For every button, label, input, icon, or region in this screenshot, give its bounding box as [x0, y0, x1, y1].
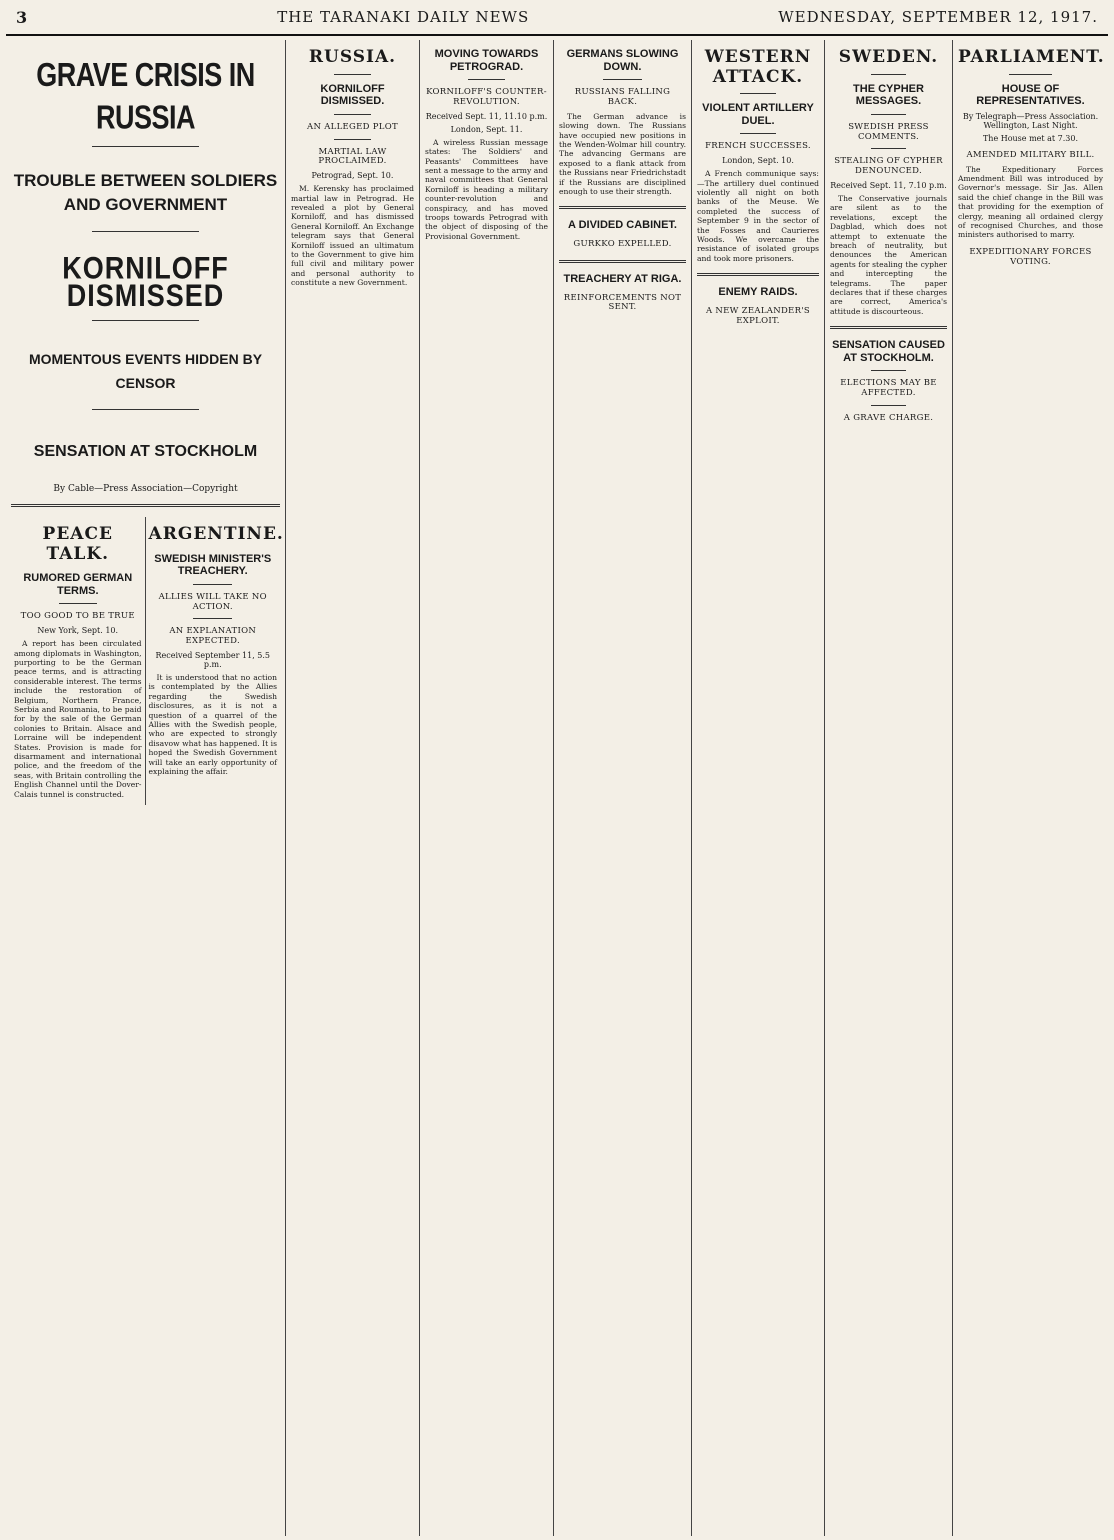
sweden-body: The Conservative journals are silent as to the revelations, except the Dagblad, which does not attempt to extenuate the breach of neutrality, but denounces the American agents for stealing the cypher and intercepting the telegrams. The paper declares that if these charges are correct, America's attitude is discourteous.	[830, 193, 947, 316]
argentine-heading: ARGENTINE.	[148, 524, 284, 544]
gurko-subheading: GURKKO EXPELLED.	[573, 239, 672, 250]
lead-column	[6, 40, 286, 1536]
parliament-subheading: HOUSE OF REPRESENTATIVES.	[976, 82, 1085, 108]
argentine-body: It is understood that no action is contemplated by the Allies regarding the Swedish disclosures, as it is not a question of a quarrel of the Allies with the Swedish people, who are expected to strongly disavow what has happened. It is hoped the Swedish Government will take an early opportunity of explaining the affair.	[148, 672, 277, 776]
moving-received: Received Sept. 11, 11.10 p.m.	[425, 111, 548, 121]
moving-dateline: London, Sept. 11.	[450, 124, 523, 134]
divided-cabinet-heading: A DIVIDED CABINET.	[568, 219, 677, 232]
lead-byline: By Cable—Press Association—Copyright	[53, 484, 238, 494]
russia-column	[286, 40, 420, 1536]
argentine-subheading-3: AN EXPLANATION EXPECTED.	[169, 626, 257, 647]
russia-subheading-3: MARTIAL LAW PROCLAIMED.	[318, 146, 387, 167]
peace-dateline: New York, Sept. 10.	[37, 626, 119, 636]
elections-subheading: ELECTIONS MAY BE AFFECTED.	[840, 378, 937, 399]
masthead-title: THE TARANAKI DAILY NEWS	[277, 8, 530, 26]
germans-column	[554, 40, 692, 1536]
sweden-heading: SWEDEN.	[838, 47, 939, 67]
parliament-body: The Expeditionary Forces Amendment Bill was introduced by Governor's message. Sir Jas. Allen said the chief change in the Bill was that providing for the exemption of clergy, meaning all ordained clergy of recognised Churches, and those ministers authorised to marry.	[958, 164, 1103, 240]
germans-body: The German advance is slowing down. The Russians have occupied new positions in the Wenden-Wolmar hill country. The advancing Germans are exposed to a flank attack from the Russians near Friedrichstadt if the Russians are disciplined enough to use their strength.	[559, 111, 686, 197]
masthead-date: WEDNESDAY, SEPTEMBER 12, 1917.	[778, 8, 1098, 26]
russia-dateline: Petrograd, Sept. 10.	[311, 171, 394, 181]
sweden-subheading-3: STEALING OF CYPHER DENOUNCED.	[834, 156, 943, 177]
treachery-heading: TREACHERY AT RIGA.	[563, 272, 682, 285]
moving-subheading: KORNILOFF'S COUNTER-REVOLUTION.	[426, 87, 547, 108]
russia-body: M. Kerensky has proclaimed martial law in Petrograd. He revealed a plot by General Korniloff, and has dismissed General Korniloff. An Exchange telegram says that General Korniloff issued an ultimatum to the Government to give him full civil and military power and personal authority to constitute a new Government.	[291, 184, 414, 288]
sweden-column	[825, 40, 953, 1536]
stockholm-heading: SENSATION CAUSED AT STOCKHOLM.	[832, 339, 945, 364]
peace-body: A report has been circulated among diplomats in Washington, purporting to be the German peace terms, and is attracting considerable interest. The terms include the restoration of Belgium, Northern France, Serbia and Roumania, to be paid for by the sale of the German colonies to Britain. Alsace and Lorraine will be independent States. Provision is made for disarmament and international police, and the freedom of the seas, with Britain controlling the English Channel until the Dover-Calais tunnel is constructed.	[14, 639, 142, 799]
voting-subheading: EXPEDITIONARY FORCES VOTING.	[969, 246, 1092, 267]
lead-deck-stockholm: SENSATION AT STOCKHOLM	[33, 443, 258, 460]
western-body: A French communique says:—The artillery duel continued violently all night on both banks of the Meuse. We completed the success of September 9 in the sector of the Fosses and Caurieres Woods. We overcame the resistance of isolated groups and took more prisoners.	[697, 169, 819, 263]
sweden-received: Received Sept. 11, 7.10 p.m.	[830, 180, 947, 190]
parliament-sat: The House met at 7.30.	[982, 133, 1079, 143]
western-subheading: VIOLENT ARTILLERY DUEL.	[702, 102, 814, 127]
parliament-heading: PARLIAMENT.	[958, 47, 1105, 67]
peace-talk-article	[11, 517, 146, 805]
argentine-received: Received September 11, 5.5 p.m.	[155, 650, 271, 669]
argentine-article	[146, 517, 284, 805]
western-column	[692, 40, 825, 1536]
western-heading: WESTERN ATTACK.	[704, 47, 812, 87]
masthead	[6, 0, 1108, 36]
moving-column	[420, 40, 554, 1536]
argentine-subheading-2: ALLIES WILL TAKE NO ACTION.	[158, 591, 267, 612]
peace-subheading: RUMORED GERMAN TERMS.	[23, 572, 133, 597]
sweden-subheading-2: SWEDISH PRESS COMMENTS.	[848, 121, 929, 142]
lead-deck-trouble: TROUBLE BETWEEN SOLDIERS AND GOVERNMENT	[13, 171, 278, 214]
reinforcements-subheading: REINFORCEMENTS NOT SENT.	[563, 292, 682, 313]
parliament-byline: By Telegraph—Press Association. Wellington, Last Night.	[962, 111, 1099, 130]
peace-heading: PEACE TALK.	[42, 524, 113, 564]
grave-charge-subheading: A GRAVE CHARGE.	[843, 412, 934, 423]
parliament-column	[953, 40, 1108, 1536]
lead-deck-censor: MOMENTOUS EVENTS HIDDEN BY CENSOR	[28, 351, 263, 391]
argentine-subheading: SWEDISH MINISTER'S TREACHERY.	[154, 552, 272, 578]
masthead-page: 3	[16, 7, 29, 27]
western-dateline: London, Sept. 10.	[722, 156, 794, 166]
germans-subheading: RUSSIANS FALLING BACK.	[574, 87, 671, 108]
russia-subheading: KORNILOFF DISMISSED.	[320, 82, 385, 108]
peace-subheading-2: TOO GOOD TO BE TRUE	[20, 611, 135, 622]
enemy-raids-heading: ENEMY RAIDS.	[718, 286, 798, 299]
moving-heading: MOVING TOWARDS PETROGRAD.	[434, 48, 539, 73]
western-subheading-2: FRENCH SUCCESSES.	[705, 141, 811, 152]
russia-subheading-2: AN ALLEGED PLOT	[307, 121, 398, 132]
lead-headline: GRAVE CRISIS IN RUSSIA	[36, 56, 255, 136]
lead-deck-dismissed: KORNILOFF DISMISSED	[62, 250, 229, 314]
germans-heading: GERMANS SLOWING DOWN.	[566, 48, 679, 73]
military-bill-subheading: AMENDED MILITARY BILL.	[966, 149, 1095, 160]
exploit-subheading: A NEW ZEALANDER'S EXPLOIT.	[705, 305, 811, 326]
sweden-subheading: THE CYPHER MESSAGES.	[853, 82, 924, 108]
moving-body: A wireless Russian message states: The Soldiers' and Peasants' Committees have sent a message to the army and naval committees that General Korniloff is heading a military counter-revolution and conspiracy, and has moved troops towards Petrograd with the object of disposing of the Provisional Government.	[425, 137, 548, 241]
russia-heading: RUSSIA.	[308, 47, 397, 67]
